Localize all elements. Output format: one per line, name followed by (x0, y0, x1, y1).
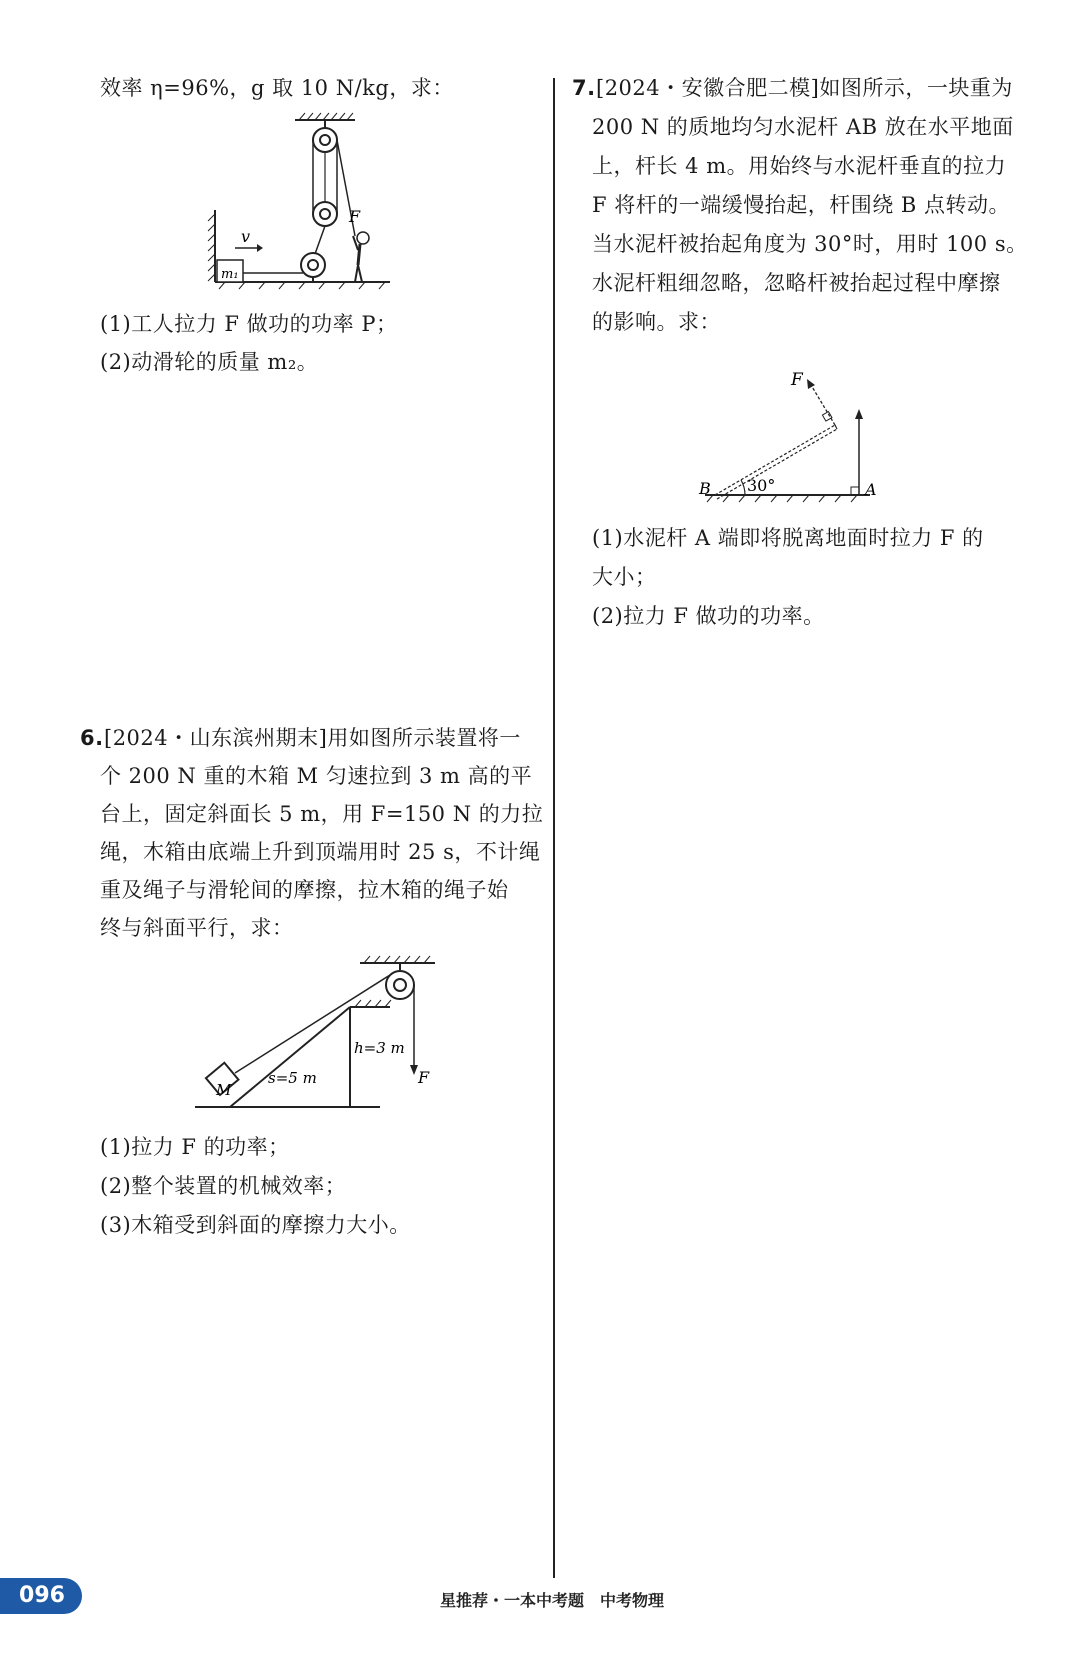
p5-q1: (1)工人拉力 F 做功的功率 P； (100, 312, 398, 336)
p6-number: 6. (80, 726, 104, 750)
p7-line: 当水泥杆被抬起角度为 30°时，用时 100 s。 (592, 232, 1028, 256)
p7-q1-cont: 大小； (592, 565, 657, 589)
p5-q2: (2)动滑轮的质量 m₂。 (100, 350, 319, 374)
p6-line: 终与斜面平行，求： (100, 916, 294, 940)
p6-q2: (2)整个装置的机械效率； (100, 1174, 347, 1198)
footer-title: 星推荐・一本中考题 中考物理 (440, 1591, 665, 1610)
label-s: s=5 m (268, 1069, 317, 1087)
p5-figure (205, 110, 415, 310)
p6-line: 台上，固定斜面长 5 m，用 F=150 N 的力拉 (100, 802, 544, 826)
p6-line: [2024・山东滨州期末]用如图所示装置将一 (104, 726, 521, 750)
label-F: F (418, 1068, 430, 1087)
label-M: M (216, 1081, 232, 1099)
p7-q2: (2)拉力 F 做功的功率。 (592, 604, 825, 628)
p7-figure (695, 345, 895, 505)
p7-line: 水泥杆粗细忽略，忽略杆被抬起过程中摩擦 (592, 271, 1001, 295)
p7-line: 200 N 的质地均匀水泥杆 AB 放在水平地面 (592, 115, 1014, 139)
p6-q3: (3)木箱受到斜面的摩擦力大小。 (100, 1213, 411, 1237)
page-number-badge: 096 (0, 1578, 82, 1614)
p7-line: 上，杆长 4 m。用始终与水泥杆垂直的拉力 (592, 154, 1007, 178)
p7-line: [2024・安徽合肥二模]如图所示，一块重为 (596, 76, 1013, 100)
label-F: F (791, 370, 803, 390)
label-m1: m₁ (221, 267, 239, 282)
p7-q1: (1)水泥杆 A 端即将脱离地面时拉力 F 的 (592, 526, 984, 550)
p7-line: 的影响。求： (592, 310, 721, 334)
label-B: B (699, 479, 711, 498)
label-A: A (865, 480, 877, 499)
pulley-system-diagram (205, 110, 415, 310)
p6-line: 重及绳子与滑轮间的摩擦，拉木箱的绳子始 (100, 878, 509, 902)
incline-diagram (190, 955, 450, 1125)
p6-figure (190, 955, 450, 1125)
rod-lift-diagram (695, 345, 895, 505)
column-divider (553, 78, 555, 1578)
p5-line1: 效率 η=96%，g 取 10 N/kg，求： (100, 76, 454, 100)
p6-line: 绳，木箱由底端上升到顶端用时 25 s，不计绳 (100, 840, 541, 864)
label-h: h=3 m (354, 1039, 405, 1057)
p6-line: 个 200 N 重的木箱 M 匀速拉到 3 m 高的平 (100, 764, 533, 788)
p6-q1: (1)拉力 F 的功率； (100, 1135, 290, 1159)
label-v: v (241, 227, 251, 246)
label-F: F (349, 207, 361, 226)
p7-line: F 将杆的一端缓慢抬起，杆围绕 B 点转动。 (592, 193, 1011, 217)
p7-number: 7. (572, 76, 596, 100)
label-angle: 30° (747, 476, 776, 495)
